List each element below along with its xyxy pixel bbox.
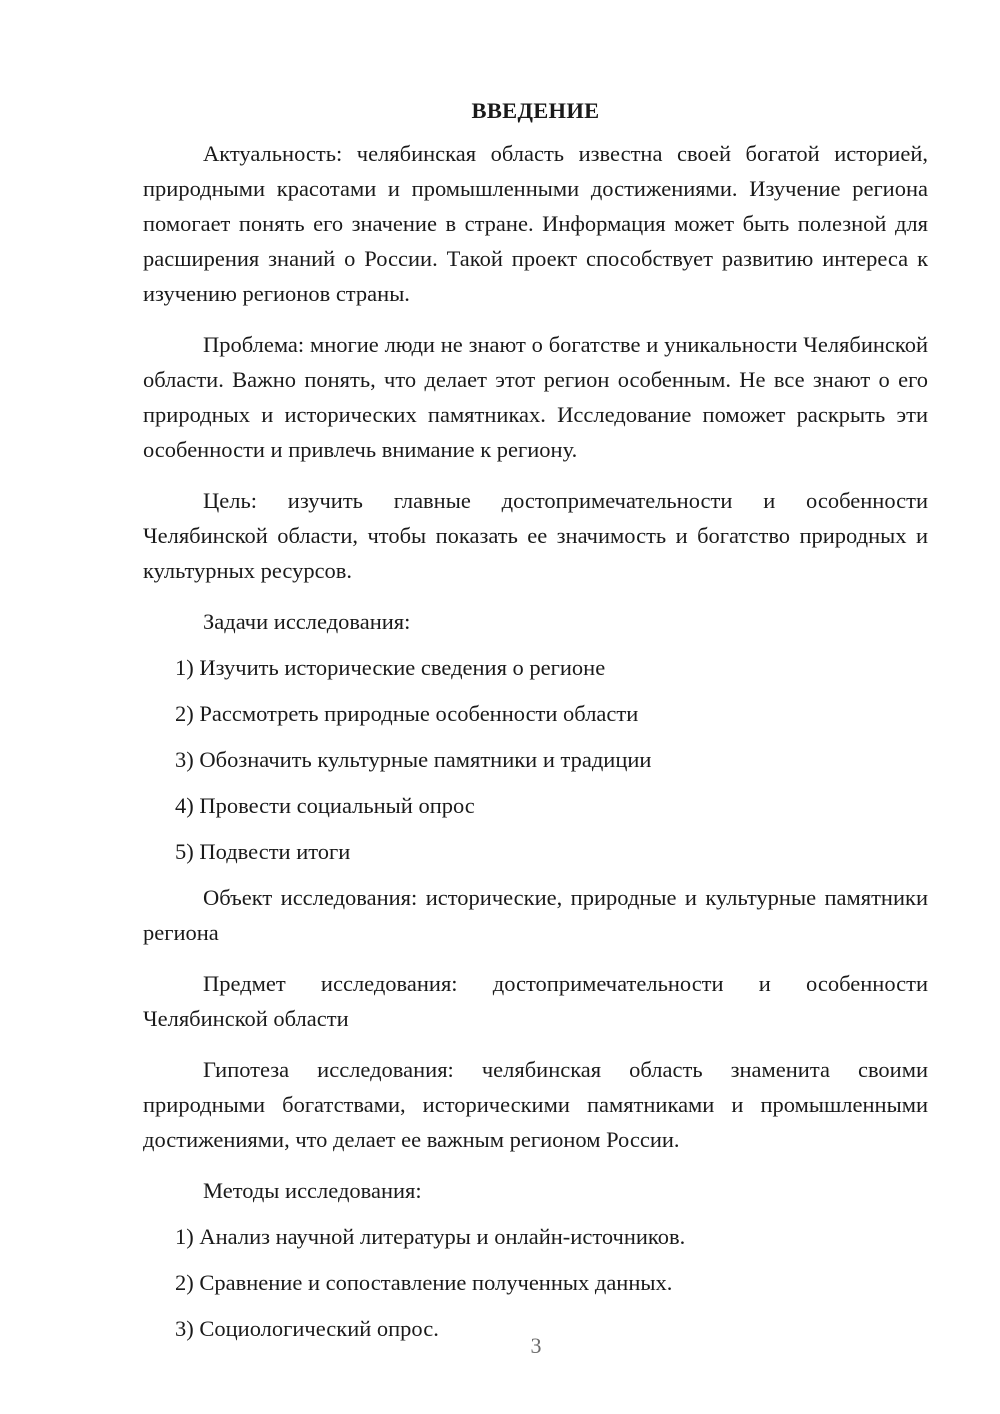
task-item: 3) Обозначить культурные памятники и традиции	[175, 747, 652, 772]
method-item: 3) Социологический опрос.	[175, 1316, 439, 1341]
task-item: 1) Изучить исторические сведения о регионе	[175, 655, 606, 680]
object-paragraph: Объект исследования: исторические, природные и культурные памятники региона	[143, 885, 928, 945]
task-item: 4) Провести социальный опрос	[175, 793, 475, 818]
method-item: 2) Сравнение и сопоставление полученных данных.	[175, 1270, 673, 1295]
task-item: 2) Рассмотреть природные особенности области	[175, 701, 639, 726]
hypothesis-paragraph: Гипотеза исследования: челябинская область знаменита своими природными богатствами, историческими памятниками и промышленными достижениями, что делает ее важным регионом России.	[143, 1057, 928, 1152]
methods-list	[143, 1219, 928, 1346]
tasks-list	[143, 650, 928, 869]
problem-paragraph: Проблема: многие люди не знают о богатстве и уникальности Челябинской области. Важно понять, что делает этот регион особенным. Не все знают о его природных и исторических памятниках. Исследование поможет раскрыть эти особенности и привлечь внимание к региону.	[143, 332, 928, 462]
relevance-paragraph: Актуальность: челябинская область известна своей богатой историей, природными красотами и промышленными достижениями. Изучение региона помогает понять его значение в стране. Информация может быть полезной для расширения знаний о России. Такой проект способствует развитию интереса к изучению регионов страны.	[143, 141, 928, 306]
method-item: 1) Анализ научной литературы и онлайн-источников.	[175, 1224, 686, 1249]
methods-heading: Методы исследования:	[203, 1178, 422, 1203]
page-content	[143, 96, 928, 1357]
page-title: ВВЕДЕНИЕ	[471, 98, 600, 123]
tasks-heading: Задачи исследования:	[203, 609, 411, 634]
goal-paragraph: Цель: изучить главные достопримечательности и особенности Челябинской области, чтобы показать ее значимость и богатство природных и культурных ресурсов.	[143, 488, 928, 583]
task-item: 5) Подвести итоги	[175, 839, 351, 864]
page-number: 3	[530, 1333, 542, 1358]
subject-paragraph: Предмет исследования: достопримечательности и особенности Челябинской области	[143, 971, 928, 1031]
